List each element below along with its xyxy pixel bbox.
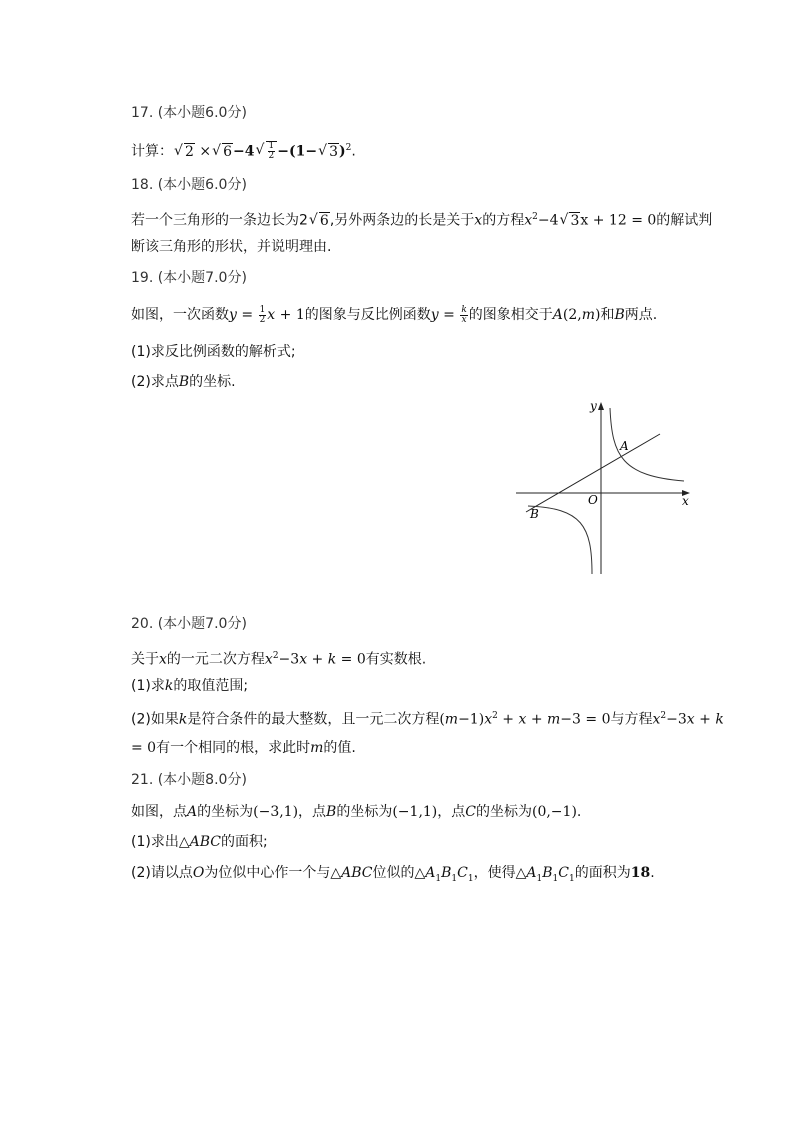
q20-eq-a: −3 bbox=[278, 651, 300, 668]
eq-x: x bbox=[524, 212, 533, 229]
q21-p2-A1: A bbox=[425, 865, 436, 881]
q21-p2-b: 为位似中心作一个与 bbox=[204, 865, 331, 881]
paren-close: ) bbox=[339, 143, 346, 160]
q19-figure bbox=[512, 396, 696, 578]
q19-A-coord: (2, bbox=[562, 307, 582, 323]
q21-p1-b: 的面积; bbox=[221, 834, 268, 850]
q21-B-coord: (−1,1) bbox=[392, 804, 438, 820]
sqrt-3b: √ 3 bbox=[560, 211, 580, 231]
q20-eq-k: k bbox=[327, 651, 337, 668]
q20-p2-l2-c: 的值. bbox=[323, 740, 356, 756]
q17-stem bbox=[131, 138, 356, 162]
q19-stem bbox=[131, 305, 657, 325]
q21-part2 bbox=[131, 863, 655, 889]
q19-plus1: + 1 bbox=[275, 307, 305, 323]
sub-1: 1 bbox=[451, 873, 458, 884]
q18-text-d: 的解试判 bbox=[656, 212, 713, 229]
eq-minus4: −4 bbox=[537, 212, 559, 229]
q18-text-c: 的方程 bbox=[482, 212, 525, 229]
sqrt-6: √ 6 bbox=[213, 142, 233, 162]
q18-line2: 断该三角形的形状，并说明理由. bbox=[131, 239, 332, 255]
q18-line1 bbox=[131, 207, 712, 231]
q21-text-g: . bbox=[576, 804, 582, 820]
point-B-label: B bbox=[530, 507, 539, 521]
q21-p1-a: (1)求出 bbox=[131, 834, 179, 850]
q20-part1 bbox=[131, 676, 248, 696]
q21-p2-e: 的面积为 bbox=[574, 865, 631, 881]
q19-text-e: 两点. bbox=[624, 307, 658, 323]
q21-p2-a: (2)请以点 bbox=[131, 865, 193, 881]
triangle-symbol: △ bbox=[330, 865, 342, 881]
x-axis-label: x bbox=[682, 494, 689, 508]
q21-text-f: 的坐标为 bbox=[475, 804, 532, 820]
q20-eq-b: + bbox=[307, 651, 328, 668]
q20-p2-l2-m: m bbox=[310, 740, 324, 756]
q21-A-coord: (−3,1) bbox=[253, 804, 299, 820]
q21-C: C bbox=[465, 804, 476, 820]
q19-part2-B: B bbox=[178, 374, 190, 390]
q20-eq-x: x bbox=[264, 651, 273, 668]
sqrt-3: √ 3 bbox=[319, 142, 339, 162]
q20-eq-sup: 2 bbox=[272, 651, 279, 661]
q19-text-d: 和 bbox=[600, 307, 615, 323]
q18-header: 18. (本小题6.0分) bbox=[131, 177, 247, 193]
sqrt-half: √ $\frac{1}{2}$ bbox=[257, 141, 278, 162]
q20-text-a: 关于 bbox=[131, 651, 159, 668]
y-axis-arrow bbox=[598, 402, 604, 410]
q21-p2-B1b: B bbox=[542, 865, 553, 881]
q21-p2-A1b: A bbox=[526, 865, 537, 881]
q20-p2-eq2-b: + bbox=[694, 711, 716, 728]
q20-stem bbox=[131, 646, 426, 670]
q21-p2-c: 位似的 bbox=[372, 865, 415, 881]
var-x: x bbox=[474, 212, 483, 229]
q19-y2: y bbox=[430, 307, 439, 323]
eq-sup: 2 bbox=[532, 212, 538, 222]
q19-m: m bbox=[581, 307, 596, 323]
q20-part1-k: k bbox=[164, 678, 174, 694]
q20-p2-a: (2)如果 bbox=[131, 711, 179, 728]
q21-p2-C1: C bbox=[457, 865, 468, 881]
q20-p2-eq2-a: −3 bbox=[666, 711, 687, 728]
q20-p2-eq1-c: + bbox=[497, 711, 519, 728]
q19-part2 bbox=[131, 372, 236, 392]
q21-part1 bbox=[131, 832, 268, 852]
q20-p2-eq1-b: −1) bbox=[458, 711, 485, 728]
q21-p2-B1: B bbox=[441, 865, 452, 881]
q20-p2-eq2-sup: 2 bbox=[660, 711, 667, 721]
q19-part2-b: 的坐标. bbox=[189, 374, 236, 390]
q21-p2-val: 18 bbox=[630, 865, 651, 881]
q21-p2-O: O bbox=[192, 865, 205, 881]
q20-p2-eq2-x2: x bbox=[686, 711, 695, 728]
q20-p2-l2-a: = 0 bbox=[131, 740, 157, 756]
q20-p2-eq1-d: + bbox=[526, 711, 548, 728]
q20-p2-eq1-m: m bbox=[444, 711, 459, 728]
q18-text-a: 若一个三角形的一条边长为2 bbox=[131, 212, 308, 229]
q20-p2-c: 与方程 bbox=[610, 711, 653, 728]
q21-p2-end: . bbox=[650, 865, 655, 881]
q20-eq-x2: x bbox=[299, 651, 308, 668]
q20-p2-eq1-a: ( bbox=[439, 711, 445, 728]
q20-p2-b: 是符合条件的最大整数，且一元二次方程 bbox=[187, 711, 440, 728]
q19-A-close: ) bbox=[595, 307, 601, 323]
q20-p2-eq2-k: k bbox=[715, 711, 724, 728]
q20-p2-k: k bbox=[178, 711, 188, 728]
q20-part1-b: 的取值范围; bbox=[173, 678, 249, 694]
minus-4: −4 bbox=[233, 143, 255, 160]
q20-x: x bbox=[159, 651, 167, 668]
q19-A: A bbox=[552, 307, 563, 323]
q20-part1-a: (1)求 bbox=[131, 678, 165, 694]
sub-1: 1 bbox=[569, 873, 575, 884]
frac-k-x: $\frac{k}{x}$ bbox=[461, 304, 467, 325]
q20-text-c: 有实数根. bbox=[365, 651, 427, 668]
q19-text-a: 如图，一次函数 bbox=[131, 307, 229, 323]
sub-1: 1 bbox=[435, 873, 442, 884]
q20-header: 20. (本小题7.0分) bbox=[131, 616, 247, 632]
sub-1: 1 bbox=[536, 873, 543, 884]
q21-header: 21. (本小题8.0分) bbox=[131, 772, 247, 788]
q20-part2-line2 bbox=[131, 738, 356, 758]
q21-A: A bbox=[187, 804, 198, 820]
q18-text-b: ,另外两条边的长是关于 bbox=[329, 212, 475, 229]
point-A-label: A bbox=[620, 439, 629, 453]
q19-y1: y bbox=[229, 307, 237, 323]
q19-text-c: 的图象相交于 bbox=[468, 307, 553, 323]
q21-text-e: ，点 bbox=[437, 804, 466, 820]
q17-end: . bbox=[351, 143, 356, 160]
q20-p2-eq1-m2: m bbox=[547, 711, 561, 728]
triangle-symbol: △ bbox=[515, 865, 527, 881]
q20-part2-line1 bbox=[131, 706, 724, 730]
q21-p1-abc: ABC bbox=[189, 834, 221, 850]
q17-prefix: 计算： bbox=[131, 143, 173, 160]
y-axis-label: y bbox=[590, 399, 597, 413]
eq-rest: x + 12 = 0 bbox=[580, 212, 657, 229]
q21-text-d: 的坐标为 bbox=[336, 804, 393, 820]
q21-p2-d: ，使得 bbox=[473, 865, 516, 881]
q21-C-coord: (0,−1) bbox=[531, 804, 577, 820]
q19-eq1: = bbox=[236, 307, 258, 323]
q19-eq2: = bbox=[438, 307, 460, 323]
triangle-symbol: △ bbox=[178, 834, 190, 850]
q20-eq-c: = 0 bbox=[336, 651, 366, 668]
frac-half: $\frac{1}{2}$ bbox=[259, 304, 266, 325]
q20-p2-eq2-x: x bbox=[652, 711, 661, 728]
sub-1: 1 bbox=[552, 873, 559, 884]
q20-p2-eq1-x: x bbox=[484, 711, 493, 728]
q21-text-b: 的坐标为 bbox=[197, 804, 254, 820]
q19-part2-a: (2)求点 bbox=[131, 374, 179, 390]
q20-p2-eq1-x2: x bbox=[518, 711, 527, 728]
q21-stem bbox=[131, 802, 581, 822]
q21-text-a: 如图，点 bbox=[131, 804, 187, 820]
sub-1: 1 bbox=[467, 873, 474, 884]
times-sign: × bbox=[199, 143, 212, 160]
sqrt-2: √ 2 bbox=[175, 142, 195, 162]
paren-open: −(1− bbox=[277, 143, 318, 160]
q19-part1: (1)求反比例函数的解析式; bbox=[131, 344, 296, 360]
q20-p2-eq1-e: −3 = 0 bbox=[560, 711, 611, 728]
sqrt-6b: √ 6 bbox=[310, 211, 330, 231]
q21-text-c: ，点 bbox=[298, 804, 327, 820]
q19-B: B bbox=[614, 307, 625, 323]
q21-p2-abc: ABC bbox=[341, 865, 373, 881]
square-exp: 2 bbox=[345, 143, 352, 153]
q19-x: x bbox=[267, 307, 276, 323]
q19-text-b: 的图象与反比例函数 bbox=[304, 307, 431, 323]
q21-B: B bbox=[326, 804, 337, 820]
q20-text-b: 的一元二次方程 bbox=[166, 651, 265, 668]
q20-p2-l2-b: 有一个相同的根，求此时 bbox=[156, 740, 311, 756]
origin-label: O bbox=[588, 493, 598, 507]
q19-header: 19. (本小题7.0分) bbox=[131, 270, 247, 286]
q17-header: 17. (本小题6.0分) bbox=[131, 105, 247, 121]
q20-p2-eq1-sup: 2 bbox=[492, 711, 498, 721]
triangle-symbol: △ bbox=[414, 865, 426, 881]
q21-p2-C1b: C bbox=[558, 865, 569, 881]
